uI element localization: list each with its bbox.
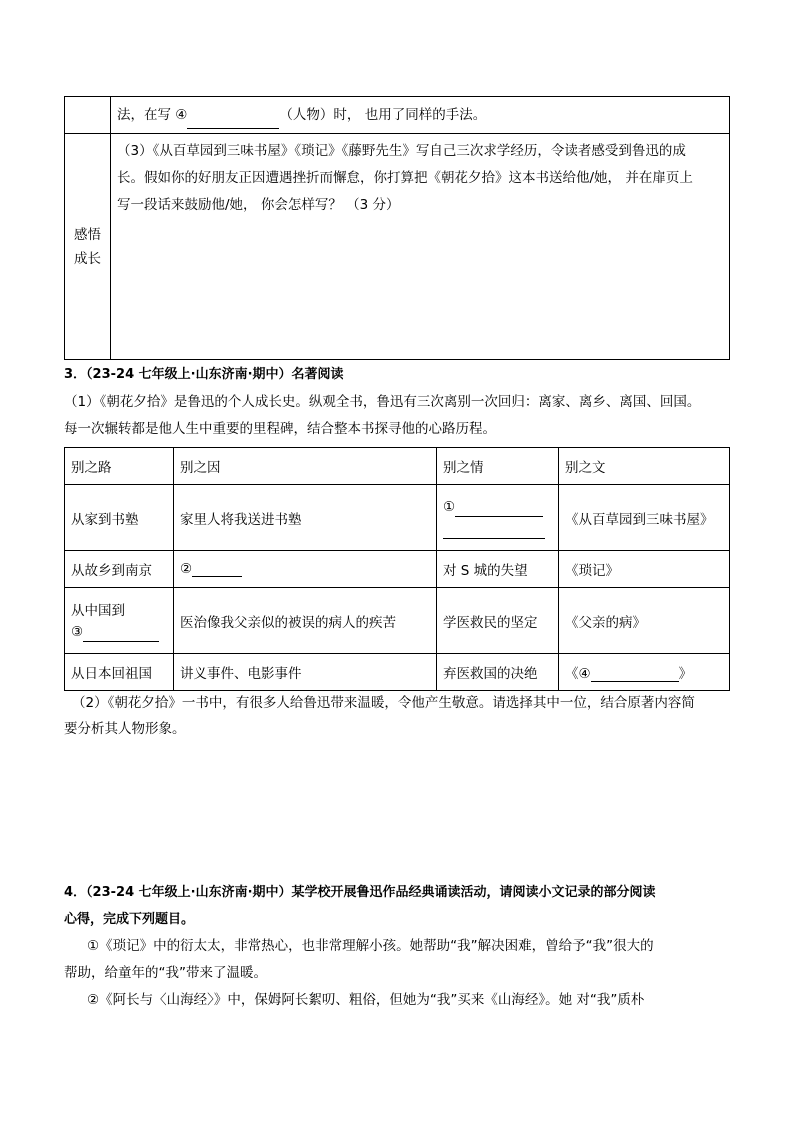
blank-number-1: ① (443, 498, 456, 515)
answer-blank-2[interactable] (192, 562, 242, 577)
header-cell: 别之情 (437, 448, 559, 485)
table-cell-answer (174, 551, 437, 588)
blank-number-3: ③ (71, 623, 84, 640)
header-cell: 别之因 (174, 448, 437, 485)
r3-c1-line1: 从中国到 (71, 602, 125, 619)
table-cell-answer (559, 654, 730, 691)
row2-label (65, 134, 111, 360)
row1-text-b: （人物）时， 也用了同样的手法。 (279, 106, 487, 123)
blank-bracket-close: 》 (678, 666, 693, 682)
row2-line2: 长。假如你的好朋友正因遭遇挫折而懈怠，你打算把《朝花夕拾》这本书送给他/她， 并在扉页上 (117, 170, 693, 186)
row2-line3: 写一段话来鼓励他/她， 你会怎样写？ （3 分） (117, 197, 400, 213)
table-cell: 《从百草园到三味书屋》 (559, 485, 730, 551)
table-cell: 《琐记》 (559, 551, 730, 588)
answer-blank-4[interactable] (187, 128, 279, 129)
answer-blank-3[interactable] (83, 627, 159, 642)
table-row (65, 551, 730, 588)
table-row (65, 485, 730, 551)
table-cell: 从日本回祖国 (65, 654, 174, 691)
q4-p1-line1: ①《琐记》中的衍太太，非常热心，也非常理解小孩。她帮助“我”解决困难，曾给予“我”很大的 (87, 938, 654, 954)
q3-heading: 3．（23-24 七年级上·山东济南·期中）名著阅读 (64, 367, 344, 382)
row2-label-line1: 感悟 (74, 226, 101, 243)
q4-p1-line2: 帮助，给童年的“我”带来了温暖。 (64, 965, 267, 981)
row1-text-a: 法，在写 ④ (117, 106, 188, 123)
row2-content (111, 134, 730, 360)
table-cell: 医治像我父亲似的被误的病人的疾苦 (174, 588, 437, 654)
table-cell: 家里人将我送进书塾 (174, 485, 437, 551)
table-cell: 《父亲的病》 (559, 588, 730, 654)
table-cell: 从故乡到南京 (65, 551, 174, 588)
answer-blank-1a[interactable] (455, 502, 543, 517)
header-cell: 别之路 (65, 448, 174, 485)
q3-table (64, 447, 730, 691)
answer-blank-1b[interactable] (443, 524, 545, 539)
table-cell-answer (437, 485, 559, 551)
top-table-row1-content (111, 97, 730, 134)
q3-p2-line2: 要分析其人物形象。 (64, 721, 186, 737)
row2-line1: （3）《从百草园到三味书屋》《琐记》《藤野先生》写自己三次求学经历，令读者感受到鲁迅的成 (117, 143, 686, 159)
top-table-empty-cell (65, 97, 111, 134)
q3-table-header-row (65, 448, 730, 485)
q3-p1-line2: 每一次辗转都是他人生中重要的里程碑，结合整本书探寻他的心路历程。 (64, 421, 496, 437)
table-cell: 从家到书塾 (65, 485, 174, 551)
top-table (64, 96, 730, 360)
table-row (65, 588, 730, 654)
table-cell-answer (65, 588, 174, 654)
table-row (65, 654, 730, 691)
table-cell: 弃医救国的决绝 (437, 654, 559, 691)
q3-p1-line1: （1）《朝花夕拾》是鲁迅的个人成长史。纵观全书，鲁迅有三次离别一次回归：离家、离乡、离国、回国。 (64, 394, 701, 410)
q4-heading-line2: 心得，完成下列题目。 (64, 912, 195, 927)
row2-label-line2: 成长 (74, 250, 101, 267)
answer-blank-4b[interactable] (591, 667, 679, 682)
blank-bracket-open: 《④ (565, 666, 591, 682)
q3-p2-line1: （2）《朝花夕拾》一书中，有很多人给鲁迅带来温暖，令他产生敬意。请选择其中一位，结合原著内容简 (72, 695, 695, 711)
table-cell: 学医救民的坚定 (437, 588, 559, 654)
header-cell: 别之文 (559, 448, 730, 485)
q4-p2-line1: ②《阿长与〈山海经〉》中，保姆阿长絮叨、粗俗，但她为“我”买来《山海经》。她 对“我”质朴 (87, 992, 645, 1008)
blank-number-2: ② (180, 561, 193, 577)
table-cell: 对 S 城的失望 (437, 551, 559, 588)
q4-heading-line1: 4．（23-24 七年级上·山东济南·期中）某学校开展鲁迅作品经典诵读活动，请阅读小文记录的部分阅读 (64, 885, 656, 900)
table-cell: 讲义事件、电影事件 (174, 654, 437, 691)
